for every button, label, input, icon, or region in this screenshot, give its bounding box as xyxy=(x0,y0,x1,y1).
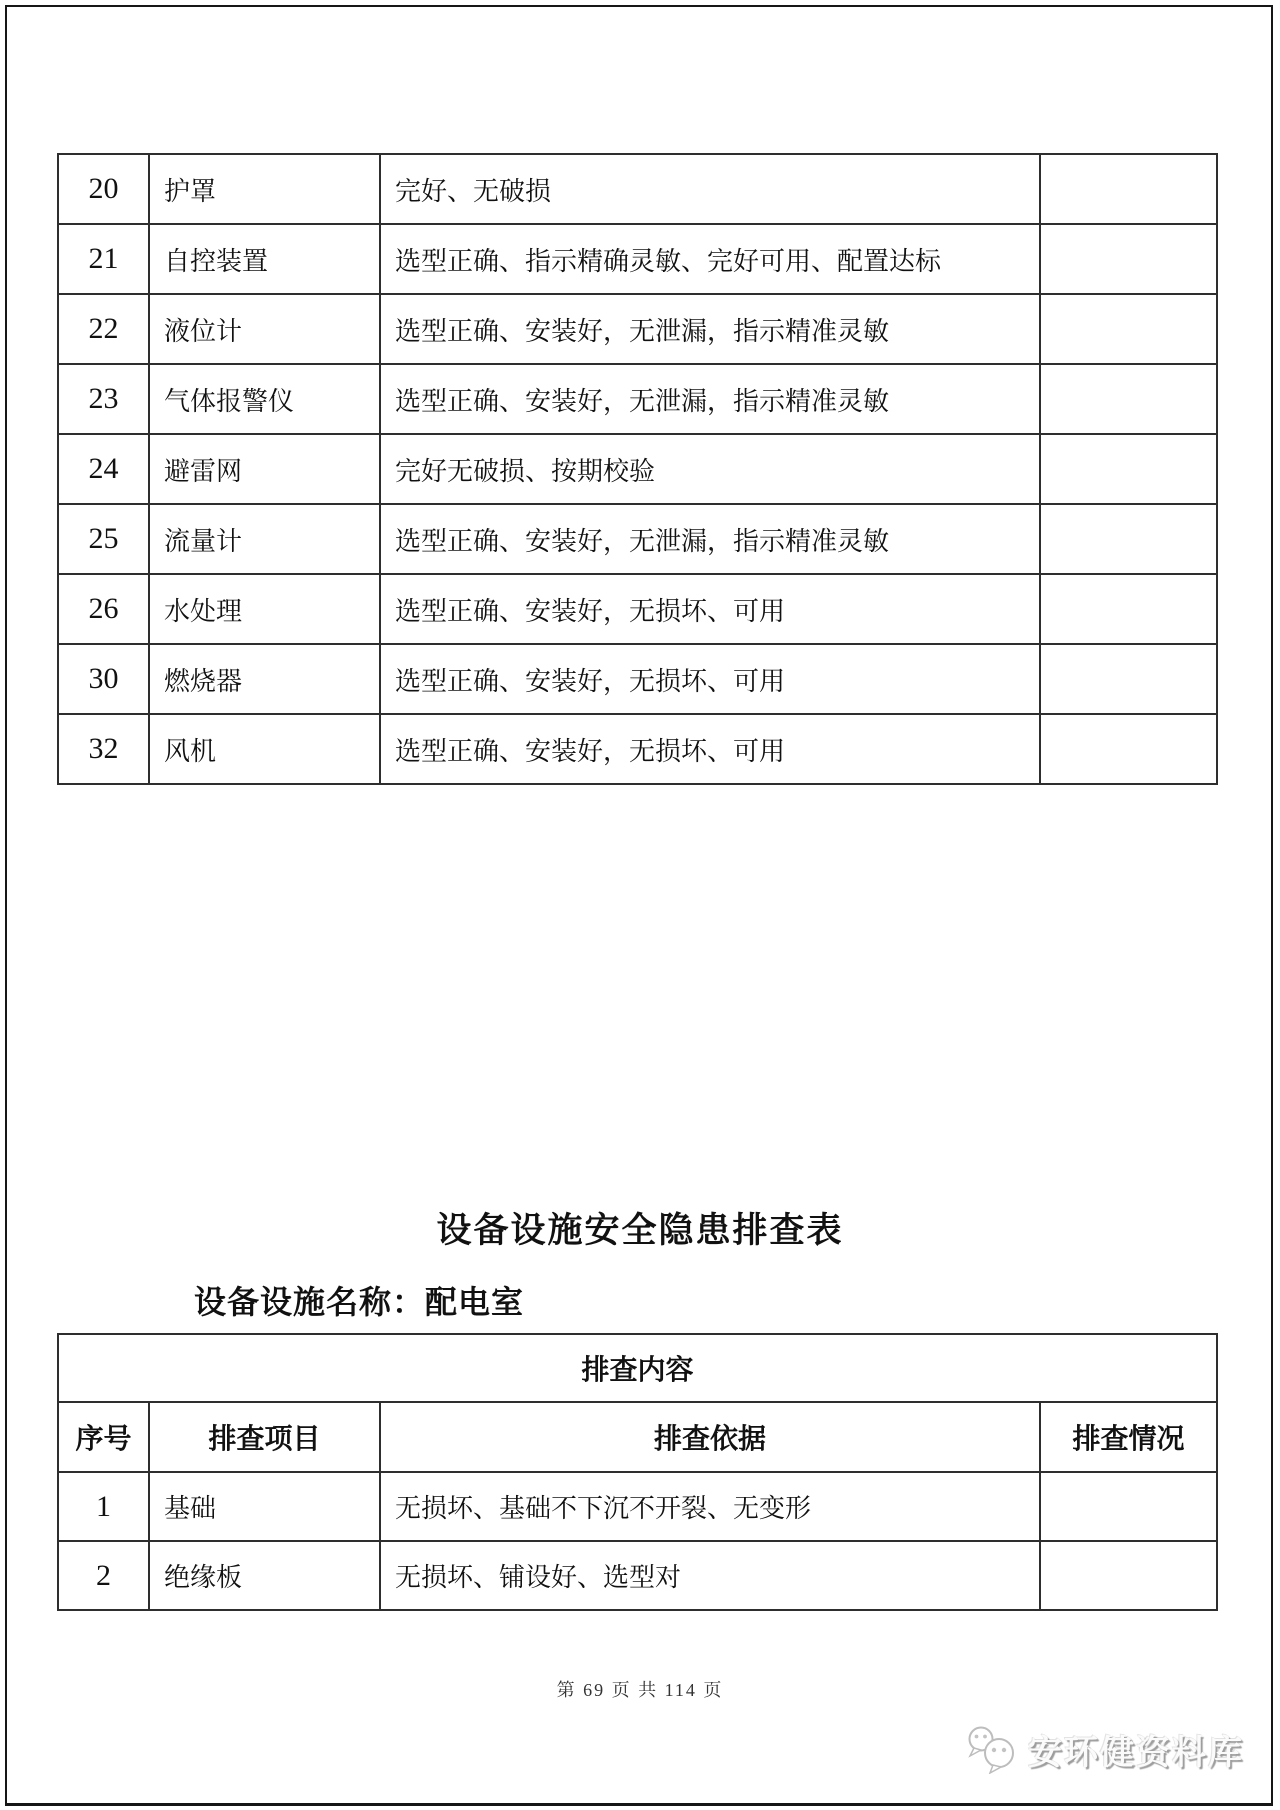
item-cell: 风机 xyxy=(149,714,380,784)
column-header-item: 排查项目 xyxy=(149,1402,380,1472)
watermark xyxy=(964,1724,1244,1774)
row-number-cell: 22 xyxy=(58,294,149,364)
criteria-cell: 选型正确、安装好，无泄漏，指示精准灵敏 xyxy=(380,504,1040,574)
item-cell: 液位计 xyxy=(149,294,380,364)
status-cell xyxy=(1040,224,1217,294)
row-number-cell: 23 xyxy=(58,364,149,434)
watermark-text: 安环健资料库 xyxy=(1028,1733,1244,1772)
item-cell: 绝缘板 xyxy=(149,1541,380,1610)
criteria-cell: 无损坏、铺设好、选型对 xyxy=(380,1541,1040,1610)
criteria-cell: 选型正确、安装好，无损坏、可用 xyxy=(380,714,1040,784)
table-section-header-row xyxy=(58,1334,1217,1402)
row-number-cell: 20 xyxy=(58,154,149,224)
status-cell xyxy=(1040,294,1217,364)
table-row xyxy=(58,714,1217,784)
row-number-cell: 25 xyxy=(58,504,149,574)
row-number-cell: 30 xyxy=(58,644,149,714)
table-row xyxy=(58,644,1217,714)
status-cell xyxy=(1040,1472,1217,1541)
chat-bubbles-icon xyxy=(964,1724,1020,1774)
item-cell: 避雷网 xyxy=(149,434,380,504)
criteria-cell: 选型正确、指示精确灵敏、完好可用、配置达标 xyxy=(380,224,1040,294)
column-header-basis: 排查依据 xyxy=(380,1402,1040,1472)
item-cell: 气体报警仪 xyxy=(149,364,380,434)
row-number-cell: 21 xyxy=(58,224,149,294)
column-header-status: 排查情况 xyxy=(1040,1402,1217,1472)
status-cell xyxy=(1040,364,1217,434)
inspection-table-continuation xyxy=(57,153,1218,785)
criteria-cell: 完好、无破损 xyxy=(380,154,1040,224)
status-cell xyxy=(1040,644,1217,714)
column-header-row xyxy=(58,1402,1217,1472)
status-cell xyxy=(1040,504,1217,574)
inspection-table-main xyxy=(57,1333,1218,1611)
equipment-name-label: 设备设施名称： xyxy=(194,1284,426,1320)
status-cell xyxy=(1040,1541,1217,1610)
criteria-cell: 选型正确、安装好，无泄漏，指示精准灵敏 xyxy=(380,294,1040,364)
row-number-cell: 1 xyxy=(58,1472,149,1541)
criteria-cell: 无损坏、基础不下沉不开裂、无变形 xyxy=(380,1472,1040,1541)
criteria-cell: 完好无破损、按期校验 xyxy=(380,434,1040,504)
row-number-cell: 2 xyxy=(58,1541,149,1610)
status-cell xyxy=(1040,714,1217,784)
item-cell: 基础 xyxy=(149,1472,380,1541)
status-cell xyxy=(1040,154,1217,224)
status-cell xyxy=(1040,434,1217,504)
table-row xyxy=(58,434,1217,504)
table-section-header: 排查内容 xyxy=(58,1334,1217,1402)
table-row xyxy=(58,1541,1217,1610)
item-cell: 燃烧器 xyxy=(149,644,380,714)
row-number-cell: 24 xyxy=(58,434,149,504)
row-number-cell: 26 xyxy=(58,574,149,644)
criteria-cell: 选型正确、安装好，无损坏、可用 xyxy=(380,644,1040,714)
table-row xyxy=(58,154,1217,224)
status-cell xyxy=(1040,574,1217,644)
criteria-cell: 选型正确、安装好，无损坏、可用 xyxy=(380,574,1040,644)
item-cell: 流量计 xyxy=(149,504,380,574)
table-row xyxy=(58,1472,1217,1541)
column-header-no: 序号 xyxy=(58,1402,149,1472)
table-row xyxy=(58,574,1217,644)
table-row xyxy=(58,294,1217,364)
table-row xyxy=(58,504,1217,574)
table-row xyxy=(58,364,1217,434)
criteria-cell: 选型正确、安装好，无泄漏，指示精准灵敏 xyxy=(380,364,1040,434)
table-row xyxy=(58,224,1217,294)
equipment-name-value: 配电室 xyxy=(425,1284,525,1320)
item-cell: 水处理 xyxy=(149,574,380,644)
equipment-name-line xyxy=(194,1277,524,1323)
row-number-cell: 32 xyxy=(58,714,149,784)
item-cell: 自控装置 xyxy=(149,224,380,294)
section-title: 设备设施安全隐患排查表 xyxy=(436,1211,844,1250)
item-cell: 护罩 xyxy=(149,154,380,224)
page-number: 第 69 页 共 114 页 xyxy=(556,1680,724,1700)
